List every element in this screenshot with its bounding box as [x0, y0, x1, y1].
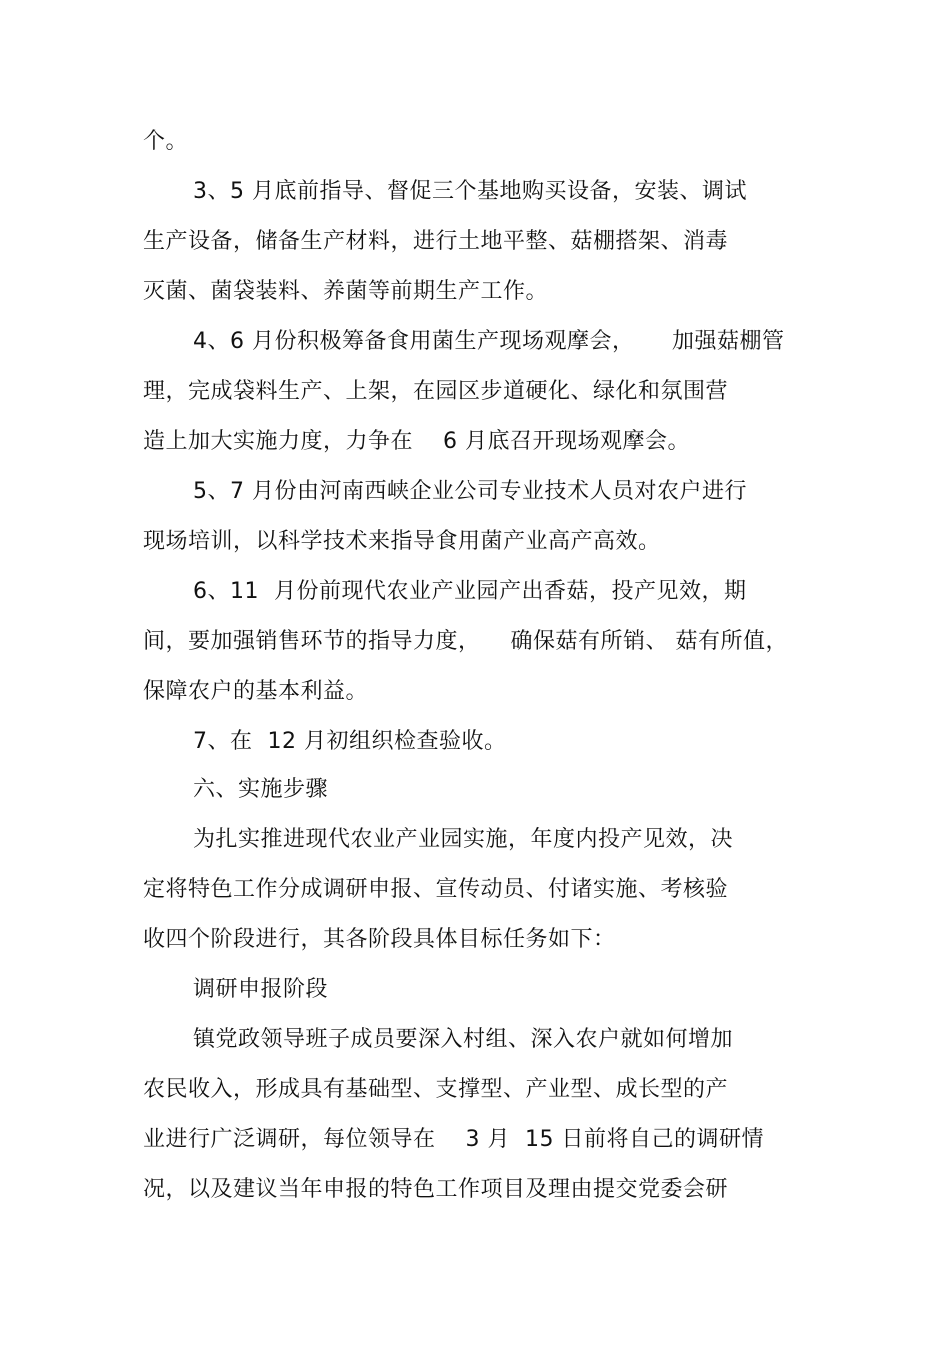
text-line: 保障农户的基本利益。	[143, 679, 369, 704]
text-line: 4、6 月份积极筹备食用菌生产现场观摩会， 加强菇棚管	[193, 329, 785, 354]
text-line: 农民收入，形成具有基础型、支撑型、产业型、成长型的产	[143, 1077, 729, 1102]
text-line: 个。	[143, 129, 189, 154]
text-line: 3、5 月底前指导、督促三个基地购买设备，安装、调试	[193, 179, 747, 204]
text-line: 收四个阶段进行，其各阶段具体目标任务如下：	[143, 927, 616, 952]
text-line: 现场培训，以科学技术来指导食用菌产业高产高效。	[143, 529, 661, 554]
text-line: 间，要加强销售环节的指导力度， 确保菇有所销、 菇有所值，	[143, 629, 788, 654]
text-line: 7、在 12 月初组织检查验收。	[193, 729, 507, 754]
text-line: 5、7 月份由河南西峡企业公司专业技术人员对农户进行	[193, 479, 747, 504]
text-line: 6、11 月份前现代农业产业园产出香菇，投产见效，期	[193, 579, 747, 604]
text-line: 理，完成袋料生产、上架，在园区步道硬化、绿化和氛围营	[143, 379, 729, 404]
text-line: 业进行广泛调研，每位领导在 3 月 15 日前将自己的调研情	[143, 1127, 764, 1152]
text-line: 定将特色工作分成调研申报、宣传动员、付诸实施、考核验	[143, 877, 729, 902]
section-heading: 六、实施步骤	[193, 777, 329, 802]
text-line: 灭菌、菌袋装料、养菌等前期生产工作。	[143, 279, 549, 304]
text-line: 况，以及建议当年申报的特色工作项目及理由提交党委会研	[143, 1177, 729, 1202]
text-line: 为扎实推进现代农业产业园实施，年度内投产见效，决	[193, 827, 734, 852]
text-line: 镇党政领导班子成员要深入村组、深入农户就如何增加	[193, 1027, 734, 1052]
subsection-heading: 调研申报阶段	[193, 977, 329, 1002]
text-line: 生产设备，储备生产材料，进行土地平整、菇棚搭架、消毒	[143, 229, 729, 254]
text-line: 造上加大实施力度，力争在 6 月底召开现场观摩会。	[143, 429, 690, 454]
